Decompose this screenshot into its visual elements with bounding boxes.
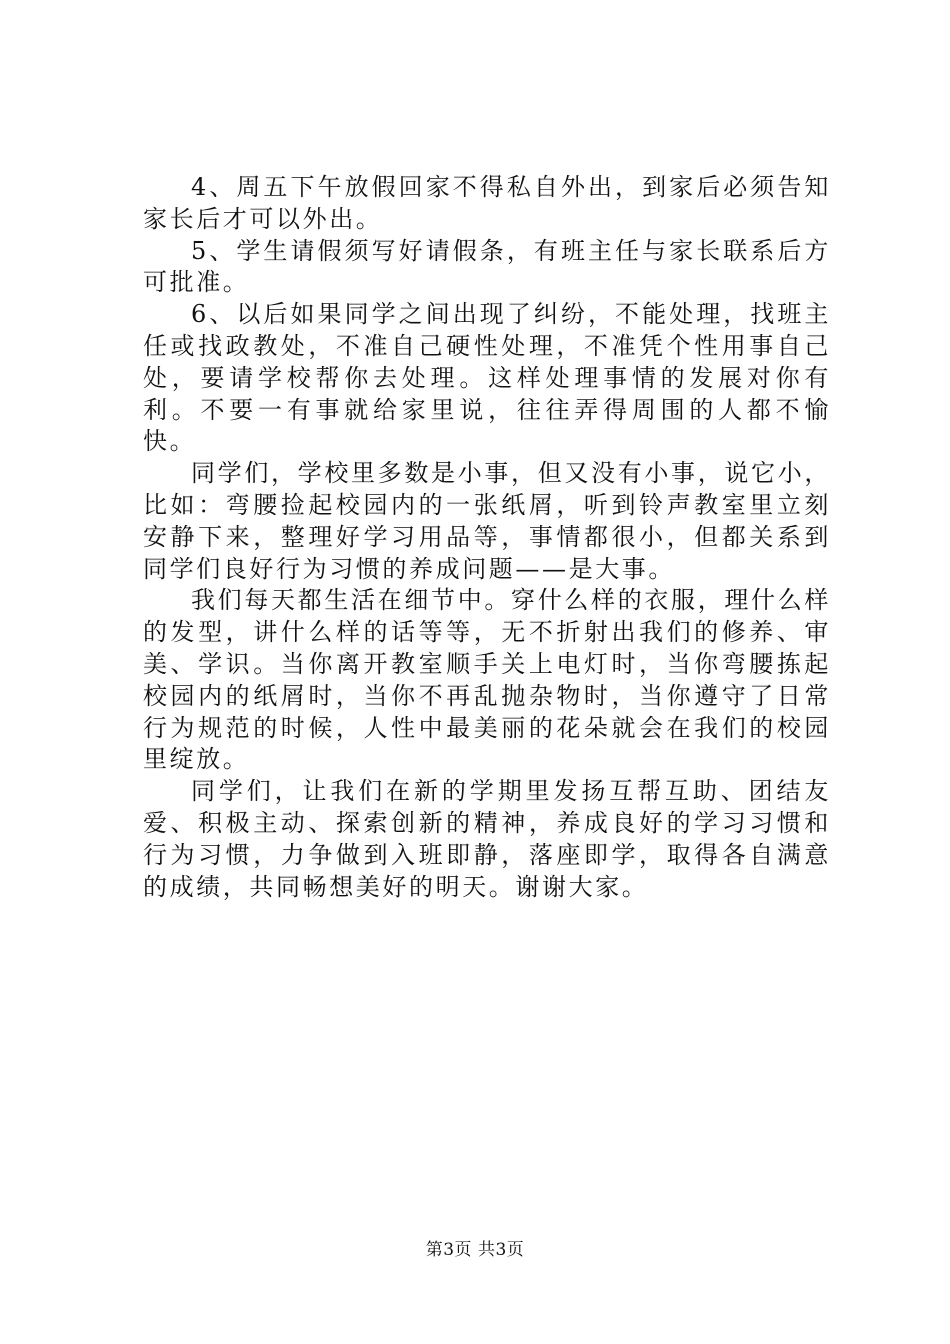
paragraph-details: 我们每天都生活在细节中。穿什么样的衣服，理什么样的发型，讲什么样的话等等，无不折射出我们的修养、审美、学识。当你离开教室顺手关上电灯时，当你弯腰拣起校园内的纸屑时，当你不再乱抛杂物时，当你遵守了日常行为规范的时候，人性中最美丽的花朵就会在我们的校园里绽放。 [143,586,831,774]
page-number-footer: 第3页 共3页 [425,1240,525,1260]
paragraph-small-matters: 同学们，学校里多数是小事，但又没有小事，说它小，比如：弯腰捡起校园内的一张纸屑，听到铃声教室里立刻安静下来，整理好学习用品等，事情都很小，但都关系到同学们良好行为习惯的养成问题——是大事。 [143,459,831,583]
paragraph-closing: 同学们，让我们在新的学期里发扬互帮互助、团结友爱、积极主动、探索创新的精神，养成良好的学习习惯和行为习惯，力争做到入班即静，落座即学，取得各自满意的成绩，共同畅想美好的明天。谢谢大家。 [143,777,831,901]
paragraph-rule-6: 6、以后如果同学之间出现了纠纷，不能处理，找班主任或找政教处，不准自己硬性处理，不准凭个性用事自己处，要请学校帮你去处理。这样处理事情的发展对你有利。不要一有事就给家里说，往往弄得周围的人都不愉快。 [143,300,831,456]
paragraph-rule-5: 5、学生请假须写好请假条，有班主任与家长联系后方可批准。 [143,236,831,297]
paragraph-rule-4: 4、周五下午放假回家不得私自外出，到家后必须告知家长后才可以外出。 [143,173,831,233]
document-body [143,172,831,903]
